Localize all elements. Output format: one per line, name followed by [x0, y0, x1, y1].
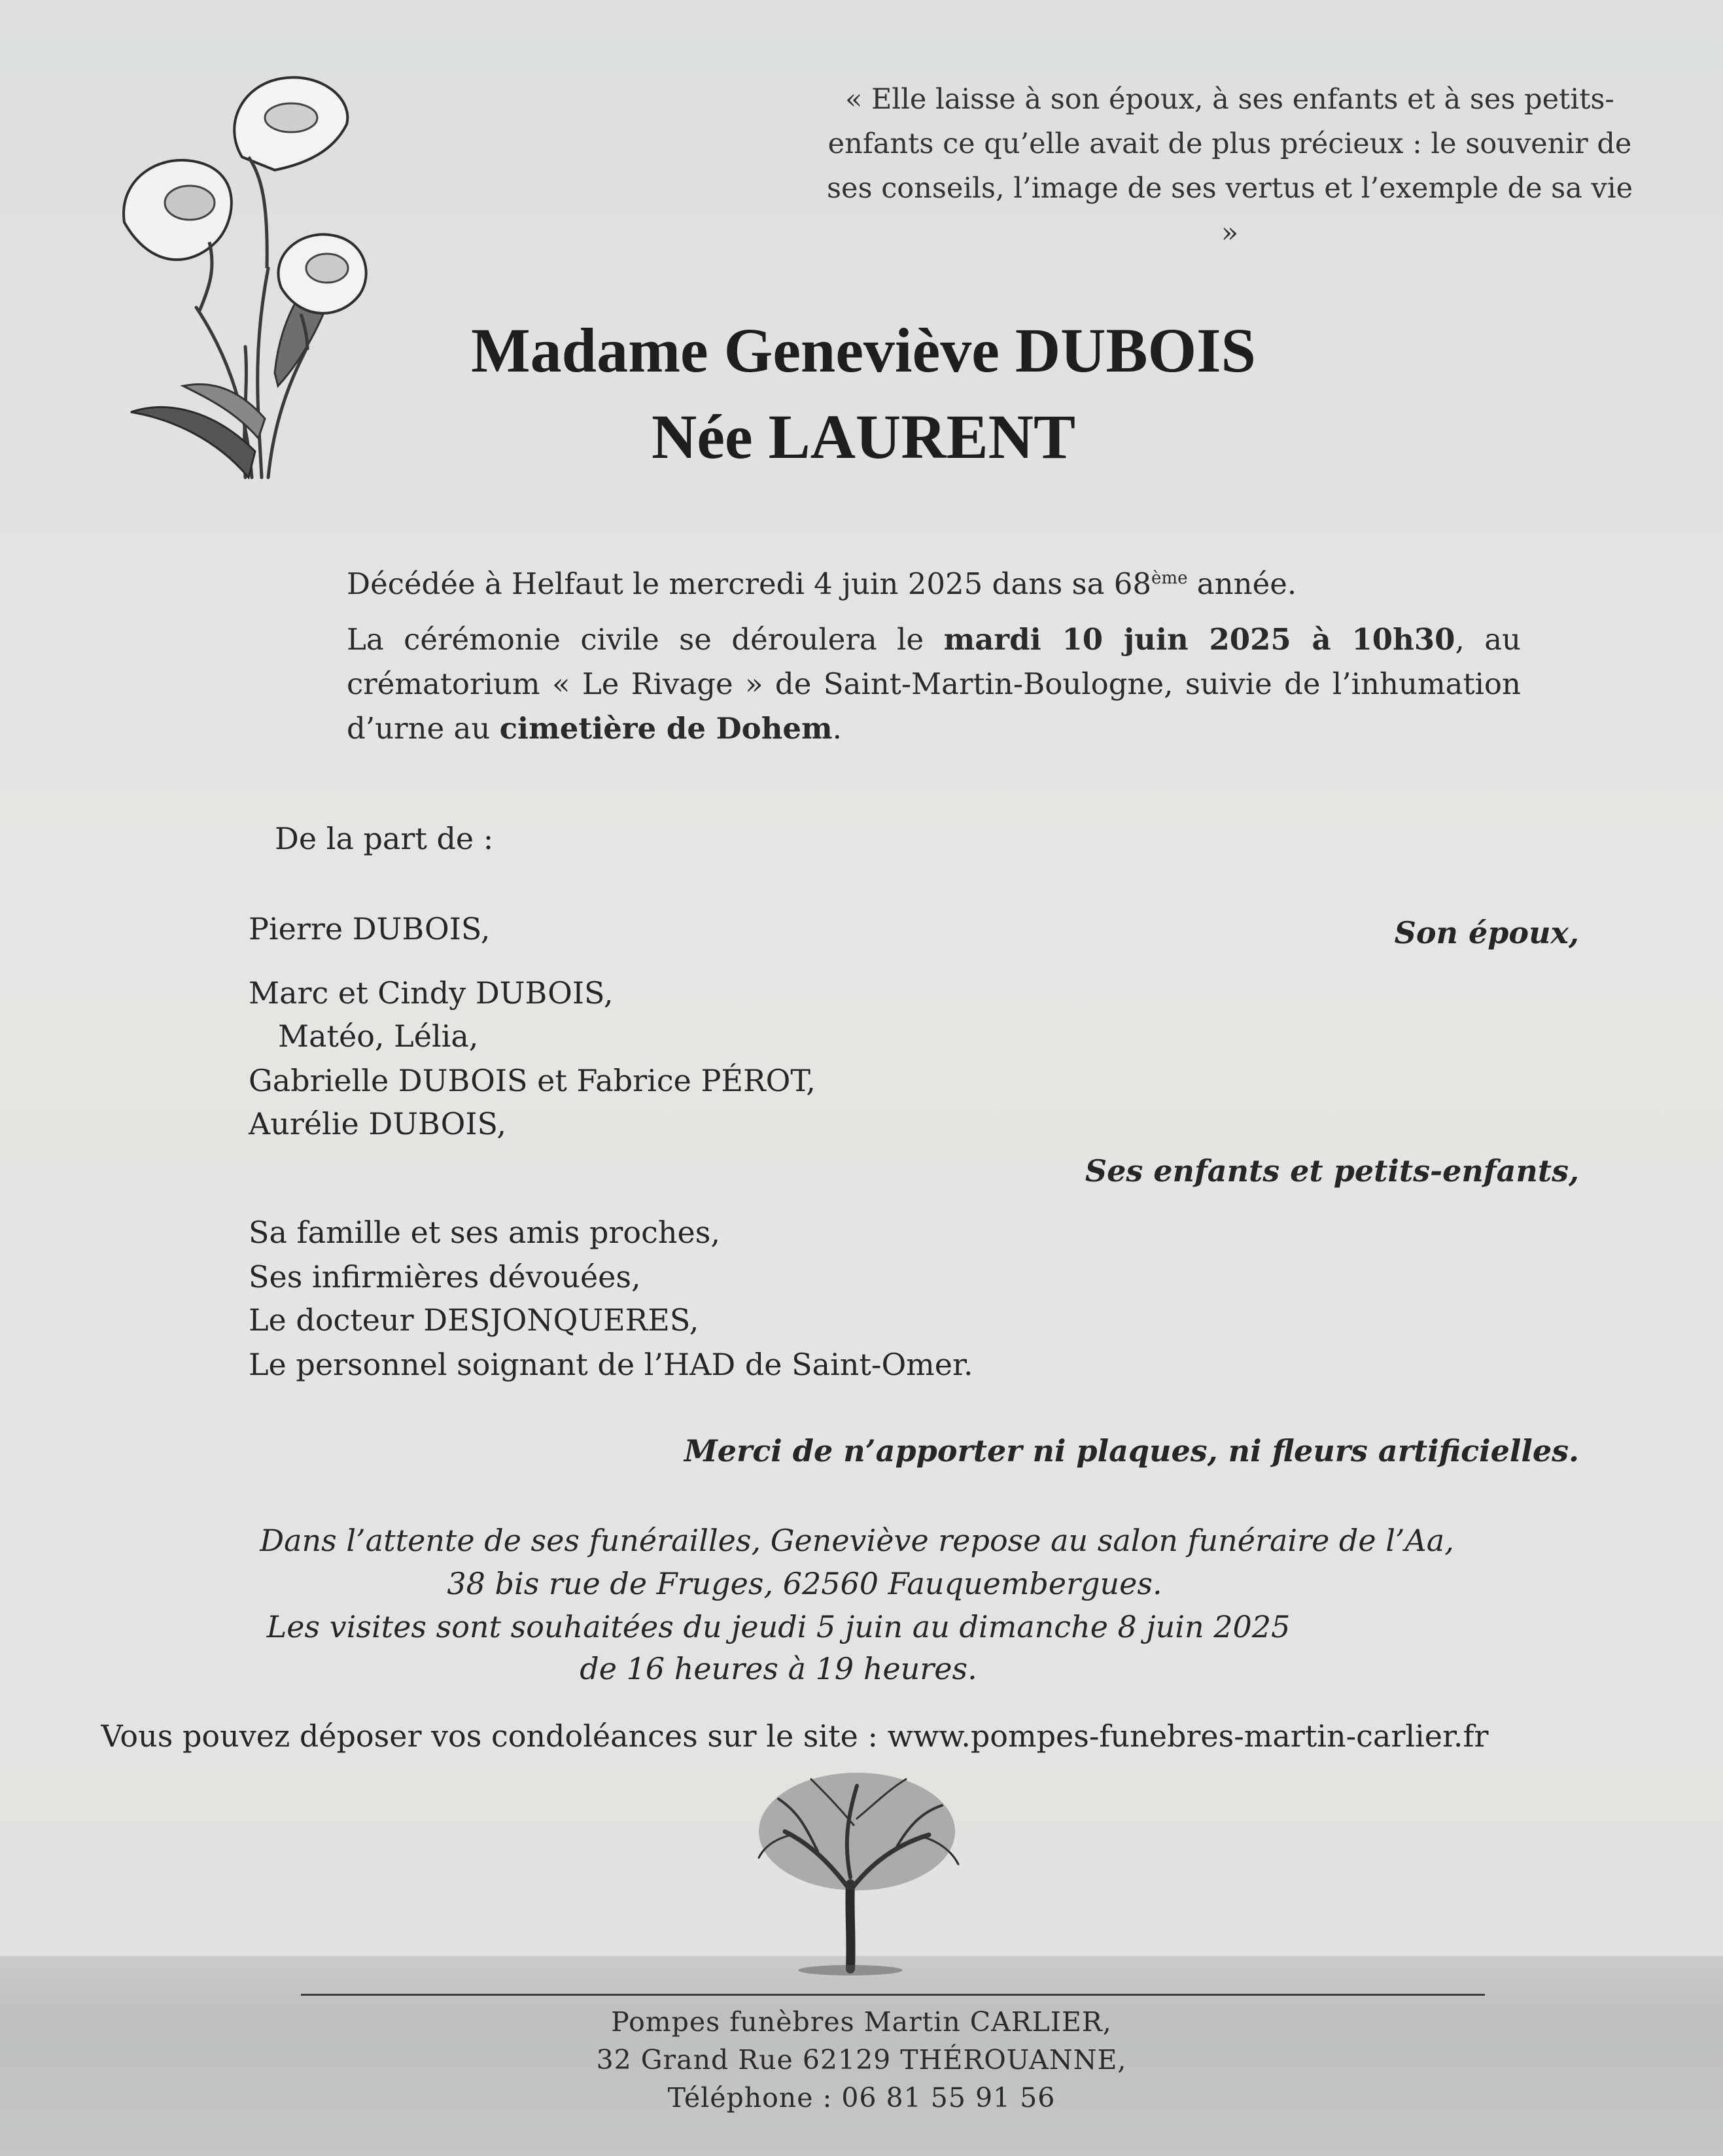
spouse-name: Pierre DUBOIS, — [249, 911, 491, 947]
quote-line: enfants ce qu’elle avait de plus précieux : le souvenir de — [827, 128, 1632, 160]
family-line: Ses infirmières dévouées, — [249, 1259, 641, 1295]
funeral-home-name: Pompes funèbres Martin CARLIER, — [611, 2006, 1112, 2038]
child-name: Gabrielle DUBOIS et Fabrice PÉROT, — [249, 1063, 816, 1098]
tree-icon — [752, 1766, 968, 1975]
funeral-home-phone: Téléphone : 06 81 55 91 56 — [667, 2082, 1056, 2113]
deceased-name: Madame Geneviève DUBOIS — [471, 315, 1256, 385]
grandchildren-names: Matéo, Lélia, — [278, 1018, 479, 1054]
funeral-home-info — [0, 2003, 1723, 2117]
child-name: Marc et Cindy DUBOIS, — [249, 975, 614, 1011]
footer-divider — [301, 1994, 1485, 1996]
from-label: De la part de : — [275, 821, 494, 856]
family-line: Sa famille et ses amis proches, — [249, 1215, 720, 1250]
visit-line: Les visites sont souhaitées du jeudi 5 juin au dimanche 8 juin 2025 — [266, 1609, 1291, 1644]
children-role: Ses enfants et petits-enfants, — [1085, 1153, 1579, 1189]
deceased-name-block — [327, 307, 1400, 480]
family-line: Le docteur DESJONQUERES, — [249, 1302, 699, 1338]
child-name: Aurélie DUBOIS, — [249, 1106, 507, 1141]
visit-line: 38 bis rue de Fruges, 62560 Fauquembergues. — [447, 1566, 1162, 1601]
funeral-home-address: 32 Grand Rue 62129 THÉROUANNE, — [596, 2044, 1127, 2076]
quote-line: ses conseils, l’image de ses vertus et l’exemple de sa vie » — [826, 172, 1633, 249]
condolences-website: Vous pouvez déposer vos condoléances sur le site : www.pompes-funebres-martin-carlier.fr — [101, 1718, 1489, 1754]
flowers-request: Merci de n’apporter ni plaques, ni fleurs artificielles. — [684, 1433, 1579, 1469]
quote-line: « Elle laisse à son époux, à ses enfants et à ses petits- — [845, 83, 1614, 116]
epigraph-quote — [818, 77, 1642, 255]
family-line: Le personnel soignant de l’HAD de Saint-Omer. — [249, 1347, 973, 1382]
visit-line: Dans l’attente de ses funérailles, Geneviève repose au salon funéraire de l’Aa, — [260, 1523, 1454, 1558]
death-announcement: Décédée à Helfaut le mercredi 4 juin 2025 dans sa 68ème année. — [347, 566, 1297, 601]
maiden-name: Née LAURENT — [652, 402, 1075, 472]
spouse-role: Son époux, — [1394, 915, 1579, 950]
ceremony-paragraph: La cérémonie civile se déroulera le mardi 10 juin 2025 à 10h30, au crématorium « Le Rivage » de Saint-Martin-Boulogne, suivie de l’inhumation d’urne au cimetière de Dohem. — [347, 622, 1522, 746]
visit-line: de 16 heures à 19 heures. — [580, 1651, 977, 1686]
